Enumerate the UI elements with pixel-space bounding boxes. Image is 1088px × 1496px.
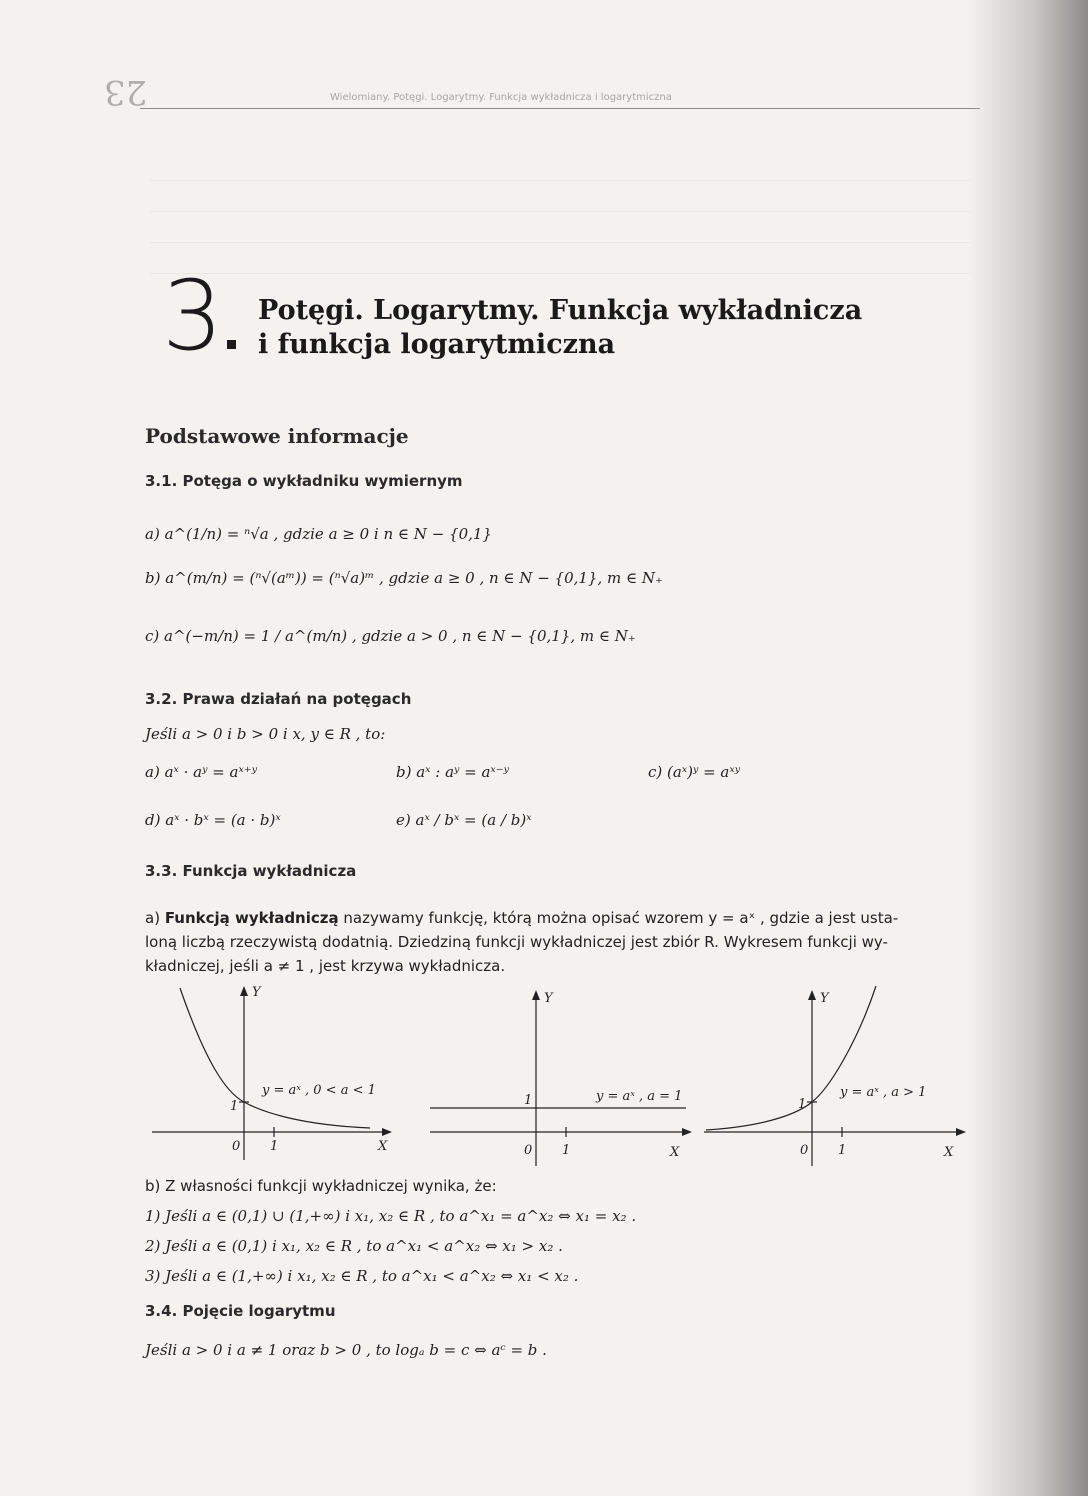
subsection-3-3-title: 3.3. Funkcja wykładnicza bbox=[145, 862, 357, 880]
graph2-label: y = aˣ , a = 1 bbox=[596, 1089, 683, 1104]
running-head: Wielomiany. Potęgi. Logarytmy. Funkcja wykładnicza i logarytmiczna bbox=[330, 92, 672, 103]
graph1-curve bbox=[180, 988, 370, 1128]
bleed-through-text bbox=[150, 150, 970, 670]
graph2-tick-1: 1 bbox=[562, 1143, 571, 1158]
law-c: c) (aˣ)ʸ = aˣʸ bbox=[648, 763, 741, 781]
formula-3-1-c: c) a^(−m/n) = 1 / a^(m/n) , gdzie a > 0 , n ∈ N − {0,1}, m ∈ N₊ bbox=[145, 627, 636, 645]
graph2-tick-0: 0 bbox=[524, 1143, 533, 1158]
law-b: b) aˣ : aʸ = aˣ⁻ʸ bbox=[396, 763, 509, 781]
law-d: d) aˣ · bˣ = (a · b)ˣ bbox=[145, 811, 281, 829]
property-1: 1) Jeśli a ∈ (0,1) ∪ (1,+∞) i x₁, x₂ ∈ R , to a^x₁ = a^x₂ ⇔ x₁ = x₂ . bbox=[145, 1207, 637, 1225]
law-a: a) aˣ · aʸ = aˣ⁺ʸ bbox=[145, 763, 258, 781]
formula-3-1-a: a) a^(1/n) = ⁿ√a , gdzie a ≥ 0 i n ∈ N − {0,1} bbox=[145, 525, 492, 543]
graph3-y-label: Y bbox=[820, 991, 829, 1006]
section-title: Podstawowe informacje bbox=[145, 424, 409, 448]
law-e: e) aˣ / bˣ = (a / b)ˣ bbox=[396, 811, 532, 829]
def-line1-rest: nazywamy funkcję, którą można opisać wzorem y = aˣ , gdzie a jest usta- bbox=[338, 909, 899, 927]
subsection-3-4-title: 3.4. Pojęcie logarytmu bbox=[145, 1302, 336, 1320]
formula-3-1-b: b) a^(m/n) = (ⁿ√(aᵐ)) = (ⁿ√a)ᵐ , gdzie a ≥ 0 , n ∈ N − {0,1}, m ∈ N₊ bbox=[145, 569, 663, 587]
property-3: 3) Jeśli a ∈ (1,+∞) i x₁, x₂ ∈ R , to a^x₁ < a^x₂ ⇔ x₁ < x₂ . bbox=[145, 1267, 579, 1285]
graph1-tick-0: 0 bbox=[232, 1139, 241, 1154]
graph3-tick-0: 0 bbox=[800, 1143, 809, 1158]
graph1-tick-y1: 1 bbox=[230, 1099, 239, 1114]
graph1-y-label: Y bbox=[252, 985, 261, 1000]
page-number: 23 bbox=[104, 72, 148, 112]
def-line2: loną liczbą rzeczywistą dodatnią. Dziedziną funkcji wykładniczej jest zbiór R. Wykresem funkcji wy- bbox=[145, 933, 888, 951]
exponential-graphs bbox=[0, 980, 1088, 1180]
graph2-y-label: Y bbox=[544, 991, 553, 1006]
graph1-tick-1: 1 bbox=[270, 1139, 279, 1154]
page-edge-shadow bbox=[968, 0, 1088, 1496]
chapter-title-line2: i funkcja logarytmiczna bbox=[258, 329, 616, 360]
chapter-bullet bbox=[227, 340, 236, 349]
subsection-3-1-title: 3.1. Potęga o wykładniku wymiernym bbox=[145, 472, 463, 490]
subsection-3-2-title: 3.2. Prawa działań na potęgach bbox=[145, 690, 412, 708]
laws-intro: Jeśli a > 0 i b > 0 i x, y ∈ R , to: bbox=[145, 725, 386, 743]
logarithm-definition: Jeśli a > 0 i a ≠ 1 oraz b > 0 , to logₐ b = c ⇔ aᶜ = b . bbox=[145, 1341, 547, 1359]
graph1-label: y = aˣ , 0 < a < 1 bbox=[262, 1083, 376, 1098]
graph3-x-label: X bbox=[944, 1145, 954, 1160]
def-term: Funkcją wykładniczą bbox=[164, 909, 339, 927]
chapter-title bbox=[258, 294, 862, 362]
graph2-x-label: X bbox=[670, 1145, 680, 1160]
properties-intro: b) Z własności funkcji wykładniczej wynika, że: bbox=[145, 1177, 497, 1195]
property-2: 2) Jeśli a ∈ (0,1) i x₁, x₂ ∈ R , to a^x₁ < a^x₂ ⇔ x₁ > x₂ . bbox=[145, 1237, 563, 1255]
def-line3: kładniczej, jeśli a ≠ 1 , jest krzywa wykładnicza. bbox=[145, 957, 506, 975]
definition-paragraph bbox=[145, 906, 985, 978]
chapter-title-line1: Potęgi. Logarytmy. Funkcja wykładnicza bbox=[258, 295, 863, 326]
graph2-tick-y1: 1 bbox=[524, 1093, 533, 1108]
graph3-tick-1: 1 bbox=[838, 1143, 847, 1158]
graph3-curve bbox=[706, 986, 876, 1130]
chapter-number: 3 bbox=[162, 260, 224, 372]
graph3-label: y = aˣ , a > 1 bbox=[840, 1085, 927, 1100]
def-prefix: a) bbox=[145, 909, 165, 927]
graph1-x-label: X bbox=[378, 1139, 388, 1154]
graph3-tick-y1: 1 bbox=[798, 1097, 807, 1112]
